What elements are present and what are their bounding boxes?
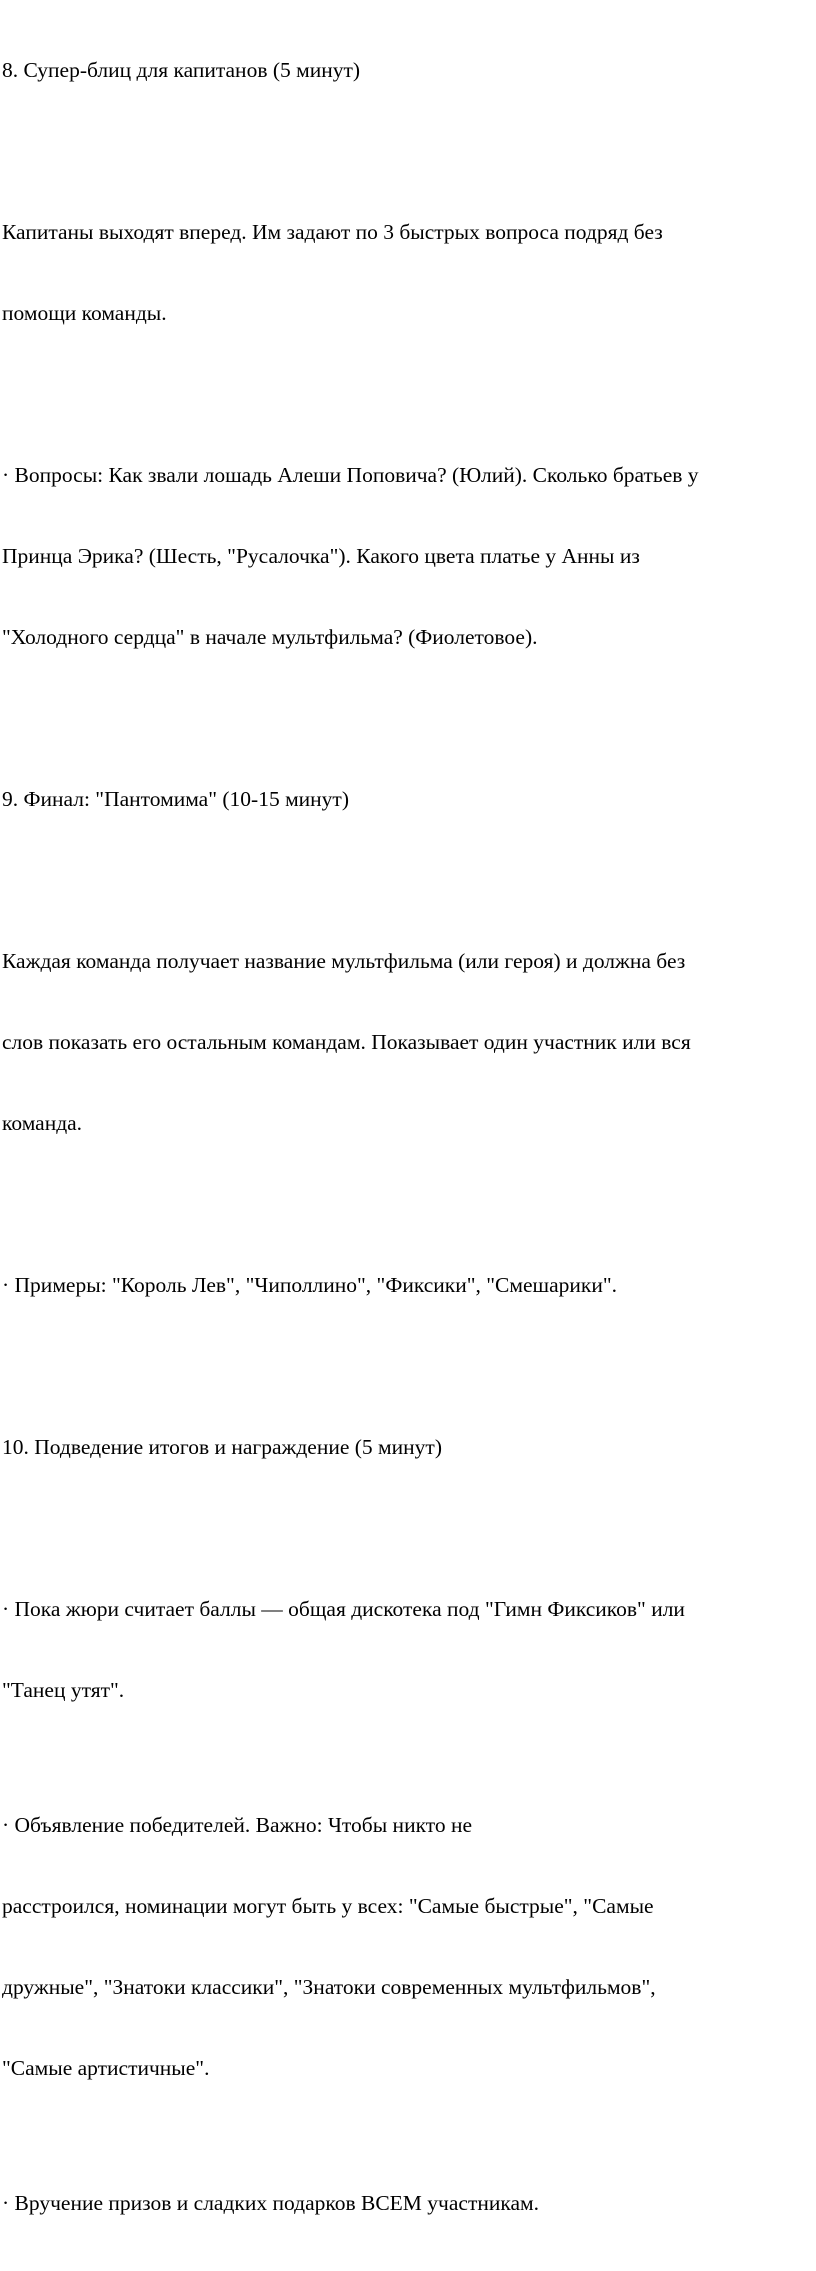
text-line: 10. Подведение итогов и награждение (5 минут)	[2, 1435, 442, 1459]
section-10-heading	[2, 1380, 816, 1515]
text-line: Принца Эрика? (Шесть, "Русалочка"). Какого цвета платье у Анны из	[2, 544, 640, 568]
text-line: · Вопросы: Как звали лошадь Алеши Поповича? (Юлий). Сколько братьев у	[2, 463, 699, 487]
text-line: 9. Финал: "Пантомима" (10-15 минут)	[2, 787, 349, 811]
text-line: · Вручение призов и сладких подарков ВСЕМ участникам.	[2, 2191, 539, 2215]
text-line: · Объявление победителей. Важно: Чтобы никто не	[2, 1813, 473, 1837]
section-10-item-winners	[2, 1758, 816, 2136]
text-line: команда.	[2, 1111, 83, 1135]
text-line: расстроился, номинации могут быть у всех: "Самые быстрые", "Самые	[2, 1894, 654, 1918]
section-10-item-prizes	[2, 2136, 816, 2271]
text-line: "Самые артистичные".	[2, 2056, 210, 2080]
text-line: · Примеры: "Король Лев", "Чиполлино", "Фиксики", "Смешарики".	[2, 1273, 617, 1297]
section-9-heading	[2, 732, 816, 867]
section-9-intro	[2, 894, 816, 1191]
text-line: помощи команды.	[2, 301, 167, 325]
text-line: · Пока жюри считает баллы — общая дискотека под "Гимн Фиксиков" или	[2, 1597, 685, 1621]
text-line: дружные", "Знатоки классики", "Знатоки современных мультфильмов",	[2, 1975, 656, 1999]
section-8-heading	[2, 3, 816, 138]
section-9-examples	[2, 1218, 816, 1353]
text-line: Каждая команда получает название мультфильма (или героя) и должна без	[2, 949, 686, 973]
text-line: "Холодного сердца" в начале мультфильма? (Фиолетовое).	[2, 625, 538, 649]
section-8-intro	[2, 165, 816, 381]
text-line: слов показать его остальным командам. Показывает один участник или вся	[2, 1030, 691, 1054]
section-10-item-disco	[2, 1542, 816, 1758]
text-line: 8. Супер-блиц для капитанов (5 минут)	[2, 58, 361, 82]
text-line: Капитаны выходят вперед. Им задают по 3 быстрых вопроса подряд без	[2, 220, 663, 244]
text-line: "Танец утят".	[2, 1678, 125, 1702]
section-8-questions	[2, 408, 816, 705]
